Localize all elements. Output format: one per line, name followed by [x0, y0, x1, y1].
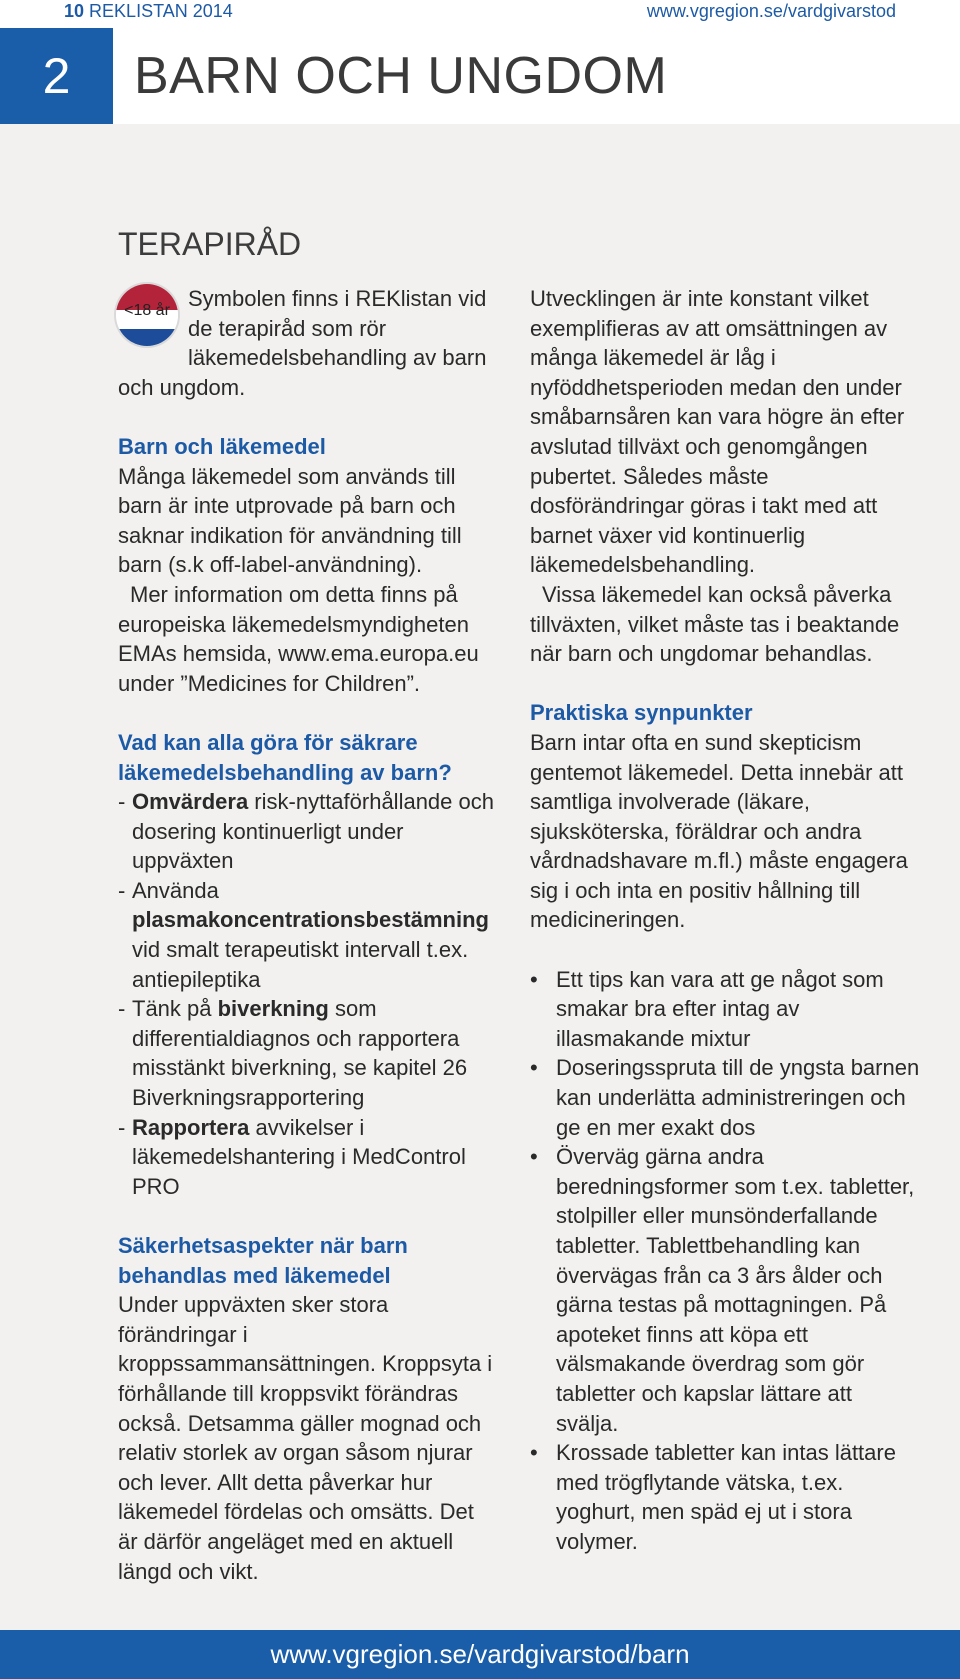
paragraph-off-label: Många läkemedel som används till barn är inte utprovade på barn och saknar indikation för användning till barn (s.k off-label-användning). [118, 463, 462, 578]
list-item: • Ett tips kan vara att ge något som smakar bra efter intag av illasmakande mixtur [530, 966, 884, 1051]
paragraph-ema: Mer information om detta finns på europeiska läkemedelsmyndigheten EMAs hemsida, www.ema.europa.eu under ”Medicines for Children”. [118, 581, 479, 696]
list-item: • Doseringsspruta till de yngsta barnen kan underlätta administreringen och ge en mer exakt dos [530, 1055, 920, 1140]
running-header [0, 0, 960, 28]
badge-label: <18 år [124, 302, 170, 319]
paragraph-uppvaxten: Under uppväxten sker stora förändringar i kroppssammansättningen. Kroppsyta i förhållande till kroppsvikt förändras också. Detsamma gäller mognad och relativ storlek av organ såsom njurar och lever. Allt detta påverkar hur läkemedel fördelas och omsätts. Det är därför angeläget med en aktuell längd och vikt. [118, 1292, 493, 1584]
dash-list [118, 787, 498, 1201]
paragraph-skepticism: Barn intar ofta en sund skepticism gentemot läkemedel. Detta innebär att samtliga involverade (läkare, sjuksköterska, föräldrar och andra vårdnadshavare m.fl.) måste engagera sig i och inta en positiv hållning till medicineringen. [530, 729, 908, 933]
chapter-number: 2 [0, 28, 113, 124]
list-item: • Krossade tabletter kan intas lättare med trögflytande vätska, t.ex. yoghurt, men späd ej ut i stora volymer. [530, 1440, 896, 1554]
paragraph-utvecklingen: Utvecklingen är inte konstant vilket exemplifieras av att omsättningen av många läkemedel är låg i nyföddhetsperioden medan den under småbarnsåren kan vara högre än efter avslutad tillväxt och genomgången pubertet. Således måste dosförändringar göras i takt med att barnet växer vid kontinuerlig läkemedelsbehandling. [530, 286, 905, 578]
paragraph-tillvaxten: Vissa läkemedel kan också påverka tillväxten, vilket måste tas i beaktande när barn och ungdomar behandlas. [530, 581, 900, 667]
heading-praktiska-synpunkter: Praktiska synpunkter [530, 700, 753, 726]
page-header-left [64, 1, 233, 22]
running-title: REKLISTAN 2014 [89, 1, 233, 21]
list-item: - Använda plasmakoncentrationsbestämning vid smalt terapeutiskt intervall t.ex. antiepileptika [118, 877, 489, 992]
list-item: • Överväg gärna andra beredningsformer som t.ex. tabletter, stolpiller eller munsönderfallande tabletter. Tablettbehandling kan övervägas från ca 3 års ålder och gärna testas på mottagningen. På apoteket finns att köpa ett välsmakande överdrag som gör tabletter och kapslar lättare att svälja. [530, 1144, 915, 1436]
footer-url: www.vgregion.se/vardgivarstod/barn [0, 1630, 960, 1679]
under-18-badge-icon [116, 284, 178, 346]
heading-sakerhetsaspekter: Säkerhetsaspekter när barn behandlas med läkemedel [118, 1233, 408, 1288]
list-item: - Omvärdera risk-nyttaförhållande och dosering kontinuerligt under uppväxten [118, 789, 494, 874]
left-column [118, 284, 498, 1586]
chapter-title: BARN OCH UNGDOM [134, 47, 668, 105]
chapter-band [0, 28, 960, 124]
page-number: 10 [64, 1, 85, 21]
section-title: TERAPIRÅD [118, 226, 302, 262]
list-item: - Rapportera avvikelser i läkemedelshantering i MedControl PRO [118, 1114, 466, 1199]
header-url: www.vgregion.se/vardgivarstod [646, 1, 896, 21]
list-item: - Tänk på biverkning som differentialdiagnos och rapportera misstänkt biverkning, se kapitel 26 Biverkningsrapportering [118, 996, 468, 1111]
heading-barn-och-lakemedel: Barn och läkemedel [118, 433, 326, 459]
bullet-list [530, 965, 920, 1557]
heading-sakrare-behandling: Vad kan alla göra för säkrare läkemedelsbehandling av barn? [118, 729, 452, 785]
symbol-intro: Symbolen finns i REKlistan vid de terapiråd som rör läkemedelsbehandling av barn och ungdom. [118, 286, 487, 400]
right-column [530, 284, 920, 1557]
